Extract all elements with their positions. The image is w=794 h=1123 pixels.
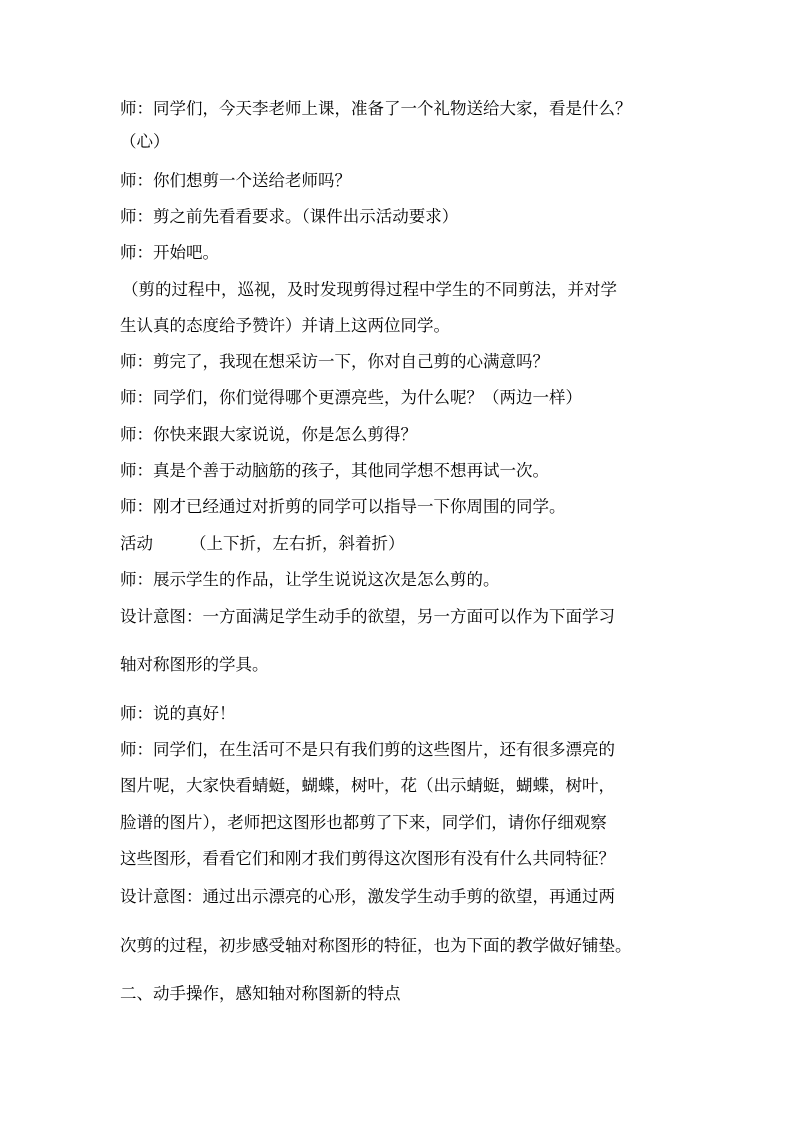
text-line: 图片呢，大家快看蜻蜓，蝴蝶，树叶，花（出示蜻蜓，蝴蝶，树叶， [120, 776, 615, 795]
section-heading: 二、动手操作，感知轴对称图新的特点 [120, 984, 401, 1003]
text-line: 脸谱的图片），老师把这图形也都剪了下来，同学们，请你仔细观察 [120, 813, 607, 832]
text-line: 师：同学们，你们觉得哪个更漂亮些，为什么呢？（两边一样） [120, 388, 582, 407]
activity-line [120, 533, 405, 555]
text-line: 师：你快来跟大家说说，你是怎么剪得？ [120, 425, 417, 444]
text-line: 师：同学们，在生活可不是只有我们剪的这些图片，还有很多漂亮的 [120, 740, 615, 759]
text-line: 设计意图：通过出示漂亮的心形，激发学生动手剪的欲望，再通过两 [120, 887, 615, 906]
text-line: （剪的过程中，巡视，及时发现剪得过程中学生的不同剪法，并对学 [122, 280, 617, 299]
text-line: 师：说的真好！ [120, 704, 236, 723]
text-line: 师：展示学生的作品，让学生说说这次是怎么剪的。 [120, 570, 500, 589]
text-line: 师：你们想剪一个送给老师吗？ [120, 171, 351, 190]
text-line: 师：真是个善于动脑筋的孩子，其他同学想不想再试一次。 [120, 461, 549, 480]
text-line: 次剪的过程，初步感受轴对称图形的特征，也为下面的教学做好铺垫。 [120, 936, 632, 955]
text-line: 设计意图：一方面满足学生动手的欲望，另一方面可以作为下面学习 [120, 607, 615, 626]
text-line: 这些图形，看看它们和刚才我们剪得这次图形有没有什么共同特征？ [120, 849, 615, 868]
text-line: 师：开始吧。 [120, 243, 219, 262]
text-line: 师：剪完了，我现在想采访一下，你对自己剪的心满意吗？ [120, 352, 549, 371]
activity-detail: （上下折，左右折，斜着折） [190, 534, 405, 553]
activity-label: 活动 [120, 534, 153, 553]
text-line: 轴对称图形的学具。 [120, 655, 269, 674]
text-line: 师：刚才已经通过对折剪的同学可以指导一下你周围的同学。 [120, 497, 566, 516]
text-line: （心） [120, 132, 170, 151]
text-line: 师：同学们，今天李老师上课，准备了一个礼物送给大家，看是什么？ [120, 99, 632, 118]
text-line: 师：剪之前先看看要求。（课件出示活动要求） [120, 207, 459, 226]
text-line: 生认真的态度给予赞许）并请上这两位同学。 [120, 316, 450, 335]
